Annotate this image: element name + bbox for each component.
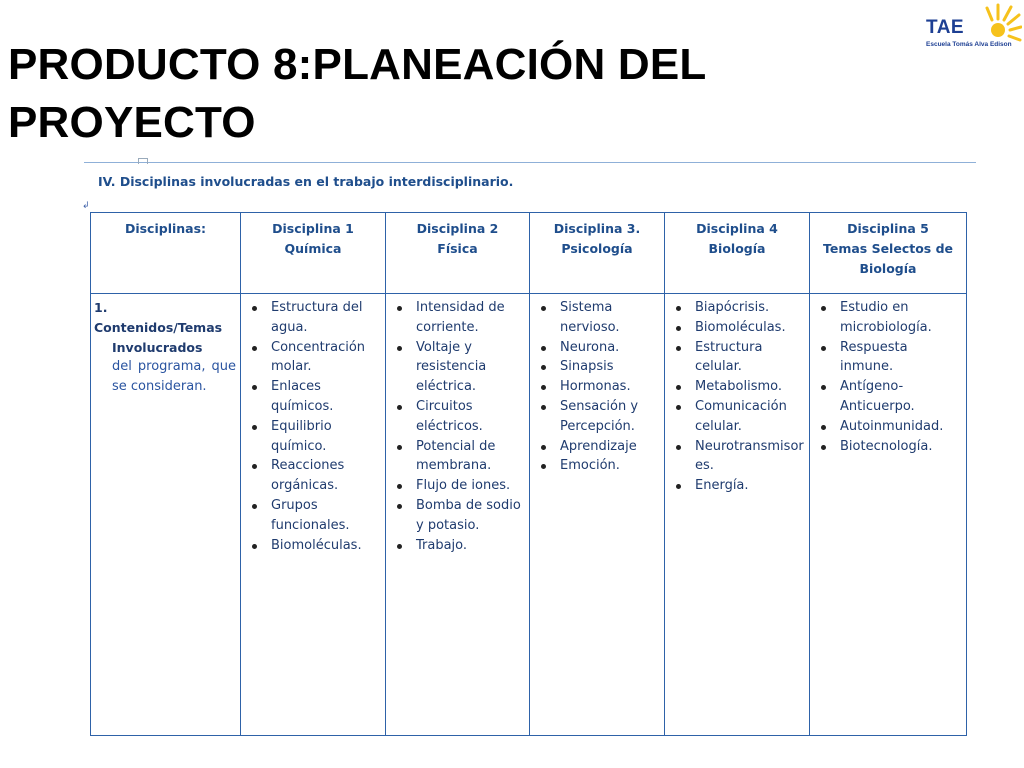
disciplines-table <box>90 212 967 736</box>
list-item: Bomba de sodio y potasio. <box>416 496 525 536</box>
column-number: Disciplina 1 <box>272 221 354 236</box>
column-number: Disciplina 2 <box>416 221 499 236</box>
topic-list <box>814 298 962 456</box>
list-item: Estructura celular. <box>695 338 805 378</box>
column-subject: Psicología <box>561 241 633 256</box>
school-logo <box>924 0 1022 54</box>
header-cell-disciplines <box>91 213 241 294</box>
slide-title-line-1: PRODUCTO 8:PLANEACIÓN DEL <box>8 40 707 89</box>
topic-list <box>390 298 525 555</box>
contents-row <box>91 294 967 736</box>
list-item: Reacciones orgánicas. <box>271 456 381 496</box>
list-item: Antígeno-Anticuerpo. <box>840 377 962 417</box>
list-item: Intensidad de corriente. <box>416 298 525 338</box>
logo-wordmark: TAE <box>926 17 965 38</box>
table-move-handle <box>138 158 148 164</box>
list-item: Neurona. <box>560 338 660 358</box>
list-item: Sensación y Percepción. <box>560 397 660 437</box>
column-subject: Temas Selectos de Biología <box>822 241 954 276</box>
header-cell-discipline-5 <box>810 213 967 294</box>
row-title: Contenidos/Temas <box>94 319 223 335</box>
header-cell-discipline-3 <box>530 213 665 294</box>
list-item: Potencial de membrana. <box>416 437 525 477</box>
header-cell-discipline-1 <box>241 213 386 294</box>
list-item: Biapócrisis. <box>695 298 805 318</box>
list-item: Neurotransmisores. <box>695 437 805 477</box>
slide-title-line-2: PROYECTO <box>8 98 256 147</box>
column-number: Disciplina 5 <box>847 221 929 236</box>
header-label: Disciplinas: <box>124 221 207 236</box>
column-number: Disciplina 4 <box>696 221 778 236</box>
discipline-3-contents <box>530 294 665 736</box>
row-title-continued: Involucrados <box>112 339 203 355</box>
section-heading: IV. Disciplinas involucradas en el trabajo interdisciplinario. <box>98 174 514 189</box>
list-item: Sistema nervioso. <box>560 298 660 338</box>
section-divider <box>84 162 976 163</box>
discipline-5-contents <box>810 294 967 736</box>
column-subject: Biología <box>708 241 766 256</box>
list-item: Biotecnología. <box>840 437 962 457</box>
header-cell-discipline-4 <box>665 213 810 294</box>
discipline-1-contents <box>241 294 386 736</box>
list-item: Energía. <box>695 476 805 496</box>
paragraph-mark-icon: ↲ <box>82 201 90 211</box>
header-cell-discipline-2 <box>386 213 530 294</box>
list-item: Aprendizaje <box>560 437 660 457</box>
list-item: Enlaces químicos. <box>271 377 381 417</box>
list-item: Trabajo. <box>416 536 525 556</box>
logo-subtitle: Escuela Tomás Alva Edison <box>926 41 1012 48</box>
list-item: Autoinmunidad. <box>840 417 962 437</box>
list-item: Hormonas. <box>560 377 660 397</box>
list-item: Flujo de iones. <box>416 476 525 496</box>
list-item: Estructura del agua. <box>271 298 381 338</box>
slide-title <box>8 36 828 152</box>
column-subject: Química <box>284 241 342 256</box>
list-item: Grupos funcionales. <box>271 496 381 536</box>
list-item: Circuitos eléctricos. <box>416 397 525 437</box>
list-item: Concentración molar. <box>271 338 381 378</box>
topic-list <box>245 298 381 555</box>
list-item: Estudio en microbiología. <box>840 298 962 338</box>
list-item: Metabolismo. <box>695 377 805 397</box>
sun-rays-icon <box>976 2 1022 48</box>
column-number: Disciplina 3. <box>553 221 641 236</box>
table-header-row <box>91 213 967 294</box>
discipline-2-contents <box>386 294 530 736</box>
row-description: del programa, que se consideran. <box>112 359 236 395</box>
discipline-4-contents <box>665 294 810 736</box>
list-item: Equilibrio químico. <box>271 417 381 457</box>
list-item: Biomoléculas. <box>695 318 805 338</box>
list-item: Voltaje y resistencia eléctrica. <box>416 338 525 397</box>
row-number: 1. <box>94 300 108 315</box>
row-label-cell <box>91 294 241 736</box>
list-item: Comunicación celular. <box>695 397 805 437</box>
list-item: Sinapsis <box>560 357 660 377</box>
column-subject: Física <box>437 241 478 256</box>
list-item: Emoción. <box>560 456 660 476</box>
list-item: Biomoléculas. <box>271 536 381 556</box>
list-item: Respuesta inmune. <box>840 338 962 378</box>
topic-list <box>669 298 805 496</box>
topic-list <box>534 298 660 476</box>
